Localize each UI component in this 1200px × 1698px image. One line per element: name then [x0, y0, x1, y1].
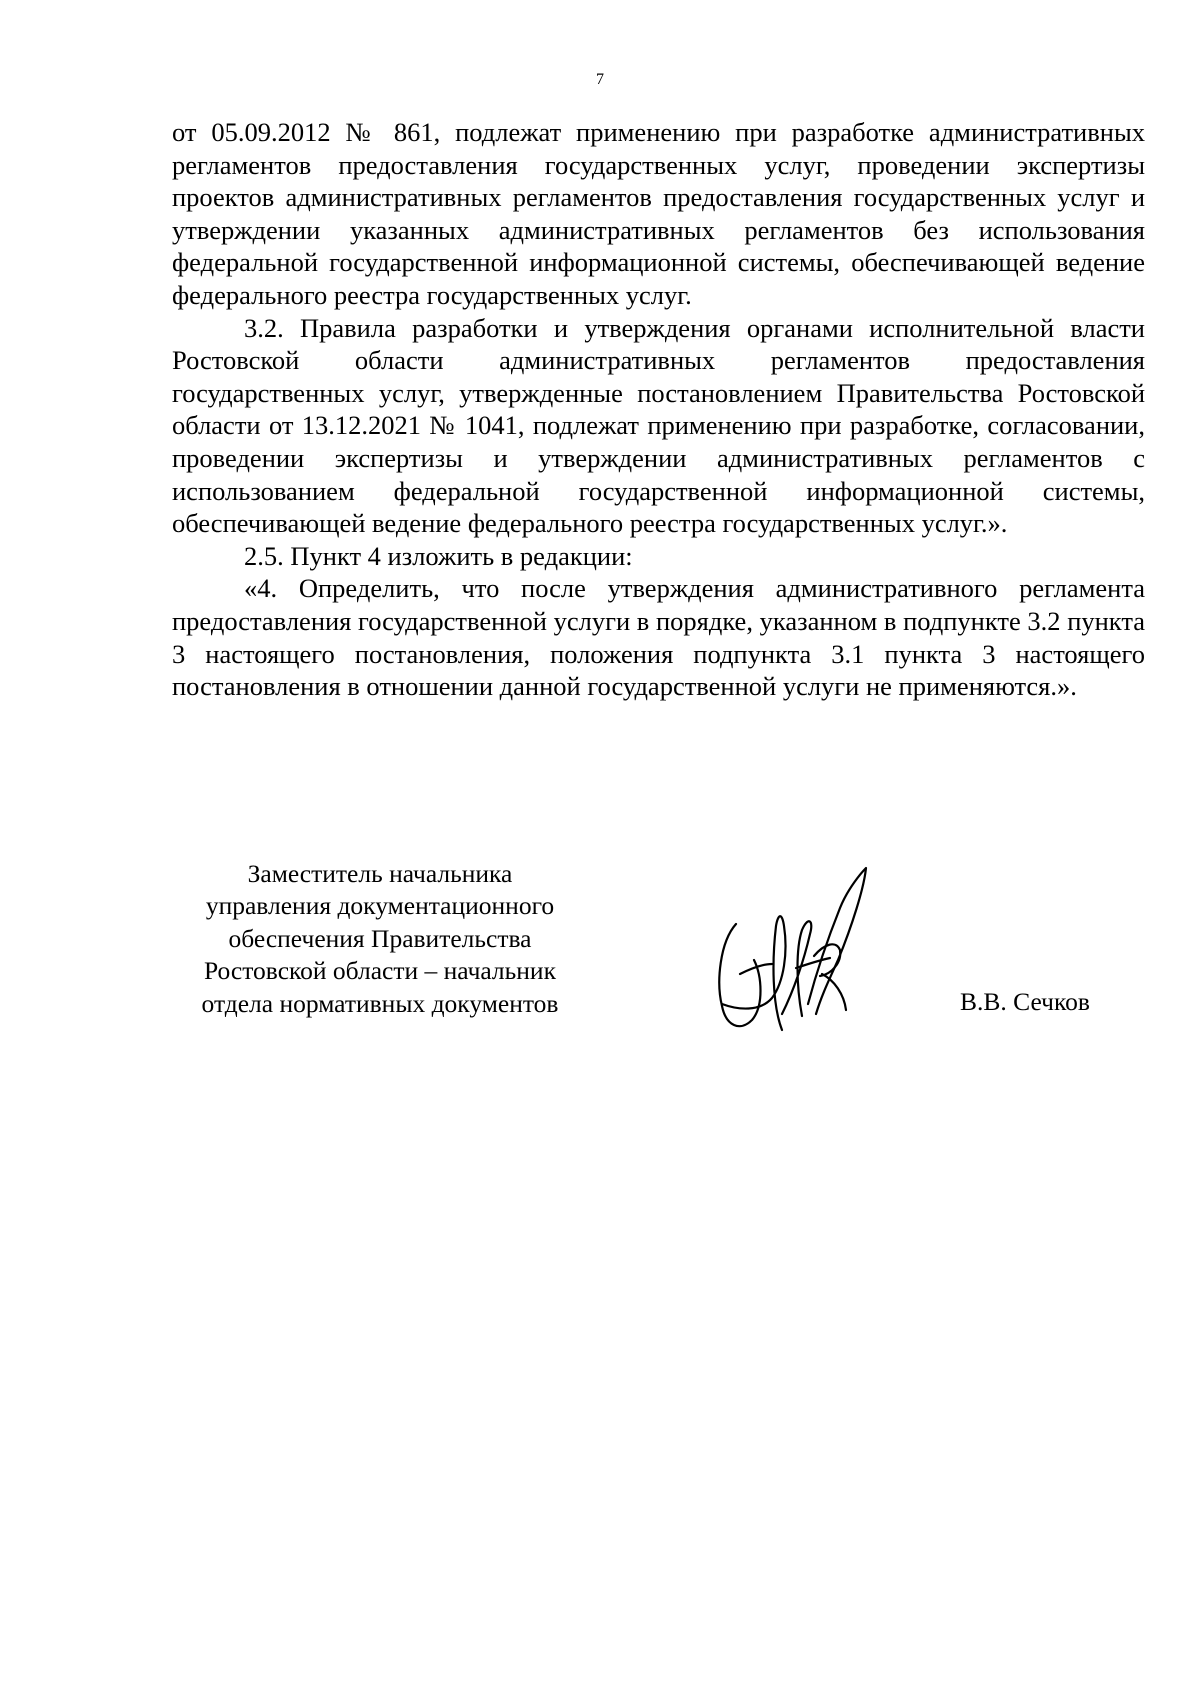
paragraph-2-5: 2.5. Пункт 4 изложить в редакции:: [244, 540, 633, 571]
page-number: 7: [596, 71, 604, 88]
signatory-position: [160, 858, 600, 1020]
position-line: отдела нормативных документов: [201, 988, 559, 1018]
document-body: [172, 116, 1145, 703]
position-line: обеспечения Правительства: [228, 923, 532, 953]
paragraph-continuation: от 05.09.2012 № 861, подлежат применению при разработке административных регламентов предоставления государственных услуг, проведении экспертизы проектов административных регламентов предоставления государственных услуг и утверждении указанных административных регламентов без использования федеральной государственной информационной системы, обеспечивающей ведение федерального реестра государственных услуг.: [172, 117, 1145, 310]
paragraph-3-2: 3.2. Правила разработки и утверждения органами исполнительной власти Ростовской области административных регламентов предоставления государственных услуг, утвержденные постановлением Правительства Ростовской области от 13.12.2021 № 1041, подлежат применению при разработке, согласовании, проведении экспертизы и утверждении административных регламентов с использованием федеральной государственной информационной системы, обеспечивающей ведение федерального реестра государственных услуг.».: [172, 312, 1145, 539]
position-line: Ростовской области – начальник: [204, 956, 556, 986]
paragraph-quoted-item-4: «4. Определить, что после утверждения административного регламента предоставления государственной услуги в порядке, указанном в подпункте 3.2 пункта 3 настоящего постановления, положения подпункта 3.1 пункта 3 настоящего постановления в отношении данной государственной услуги не применяются.».: [172, 573, 1145, 702]
signatory-name: В.В. Сечков: [960, 987, 1090, 1016]
position-line: Заместитель начальника: [247, 859, 513, 888]
handwritten-signature: [712, 864, 872, 1044]
position-line: управления документационного: [205, 891, 555, 921]
